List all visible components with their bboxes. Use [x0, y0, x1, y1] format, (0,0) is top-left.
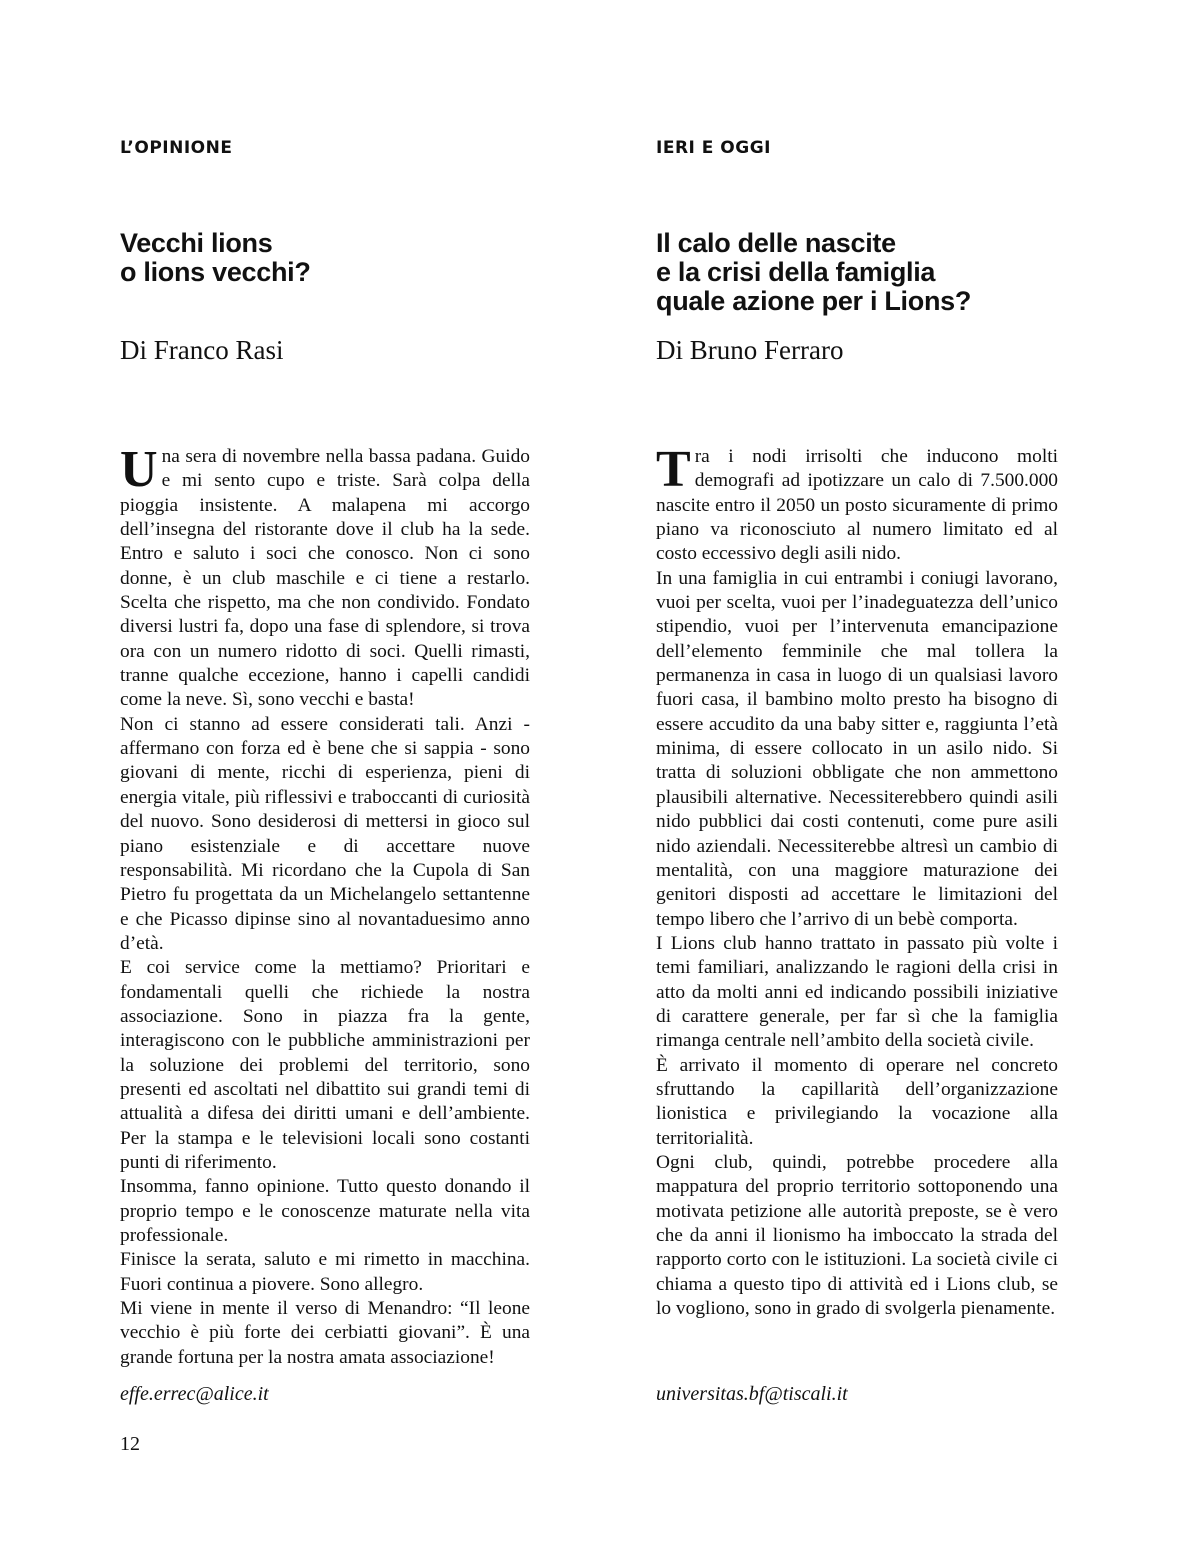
drop-cap: T: [656, 441, 691, 498]
paragraph: Ogni club, quindi, potrebbe procedere alla mappatura del proprio territorio sottoponendo una motivata petizione alle autorità preposte, se è vero che da anni il lionismo ha imboccato la strada del rapporto corto con le istituzioni. La società civile ci chiama a questo tipo di attività ed i Lions club, se lo vogliono, sono in grado di svolgerla pienamente.: [656, 1151, 1058, 1320]
paragraph: I Lions club hanno trattato in passato più volte i temi familiari, analizzando le ragioni della crisi in atto da molti anni ed indicando possibili iniziative di carattere generale, per far sì che la famiglia rimanga centrale nell’ambito della società civile.: [656, 932, 1058, 1052]
byline: Di Franco Rasi: [120, 335, 284, 365]
author-email: effe.errec@alice.it: [120, 1383, 269, 1405]
paragraph: Tra i nodi irrisolti che inducono molti demografi ad ipotizzare un calo di 7.500.000 nascite entro il 2050 un posto sicuramente di primo piano va riconosciuto al numero limitato ed al costo eccessivo degli asili nido.: [656, 441, 1058, 565]
article-title: [120, 229, 311, 287]
paragraph: In una famiglia in cui entrambi i coniugi lavorano, vuoi per scelta, vuoi per l’inadeguatezza dell’unico stipendio, vuoi per l’intervenuta emancipazione dell’elemento femminile che mal tollera la permanenza in casa in luogo di un qualsiasi lavoro fuori casa, il bambino molto presto ha bisogno di essere accudito da una baby sitter e, raggiunta l’età minima, di essere collocato in un asilo nido. Si tratta di soluzioni obbligate che non ammettono plausibili alternative. Necessiterebbero quindi asili nido pubblici dai costi contenuti, come pure asili nido aziendali. Necessiterebbe altresì un cambio di mentalità, con una maggiore maturazione dei genitori disposti ad accettare le limitazioni del tempo libero che l’arrivo di un bebè comporta.: [656, 567, 1058, 930]
paragraph: Finisce la serata, saluto e mi rimetto in macchina. Fuori continua a piovere. Sono allegro.: [120, 1249, 530, 1295]
section-label: IERI E OGGI: [656, 138, 771, 158]
article-title: [656, 229, 971, 316]
article-body: [656, 441, 1058, 1321]
byline: Di Bruno Ferraro: [656, 335, 844, 365]
paragraph: Mi viene in mente il verso di Menandro: “Il leone vecchio è più forte dei cerbiatti giovani”. È una grande fortuna per la nostra amata associazione!: [120, 1298, 530, 1368]
paragraph: E coi service come la mettiamo? Prioritari e fondamentali quelli che richiede la nostra associazione. Sono in piazza fra la gente, interagiscono con le pubbliche amministrazioni per la soluzione dei problemi del territorio, sono presenti ed ascoltati nel dibattito sui grandi temi di attualità a difesa dei diritti umani e dell’ambiente. Per la stampa e le televisioni locali sono costanti punti di riferimento.: [120, 957, 530, 1173]
page-number: 12: [120, 1433, 140, 1455]
title-line: Vecchi lions: [120, 228, 273, 258]
title-line: o lions vecchi?: [120, 257, 311, 287]
author-email: universitas.bf@tiscali.it: [656, 1383, 848, 1405]
paragraph: Non ci stanno ad essere considerati tali. Anzi - affermano con forza ed è bene che si sappia - sono giovani di mente, ricchi di esperienza, pieni di energia vitale, più riflessivi e traboccanti di curiosità del nuovo. Sono desiderosi di mettersi in gioco sul piano esistenziale e di accettare nuove responsabilità. Mi ricordano che la Cupola di San Pietro fu progettata da un Michelangelo settantenne e che Picasso dipinse sino al novantaduesimo anno d’età.: [120, 713, 530, 954]
section-label: L’OPINIONE: [120, 138, 233, 158]
paragraph: È arrivato il momento di operare nel concreto sfruttando la capillarità dell’organizzazione lionistica e privilegiando la vocazione alla territorialità.: [656, 1054, 1058, 1149]
paragraph: Una sera di novembre nella bassa padana. Guido e mi sento cupo e triste. Sarà colpa della pioggia insistente. A malapena mi accorgo dell’insegna del ristorante dove il club ha la sede. Entro e saluto i soci che conosco. Non ci sono donne, è un club maschile e ci tiene a restarlo. Scelta che rispetto, ma che non condivido. Fondato diversi lustri fa, dopo una fase di splendore, si trova ora con un numero ridotto di soci. Quelli rimasti, tranne qualche eccezione, hanno i capelli candidi come la neve. Sì, sono vecchi e basta!: [120, 441, 530, 711]
title-line: Il calo delle nascite: [656, 228, 896, 258]
title-line: e la crisi della famiglia: [656, 257, 936, 287]
article-body: [120, 441, 530, 1370]
title-line: quale azione per i Lions?: [656, 286, 972, 316]
drop-cap: U: [120, 441, 158, 498]
paragraph: Insomma, fanno opinione. Tutto questo donando il proprio tempo e le conoscenze maturate nella vita professionale.: [120, 1176, 530, 1246]
